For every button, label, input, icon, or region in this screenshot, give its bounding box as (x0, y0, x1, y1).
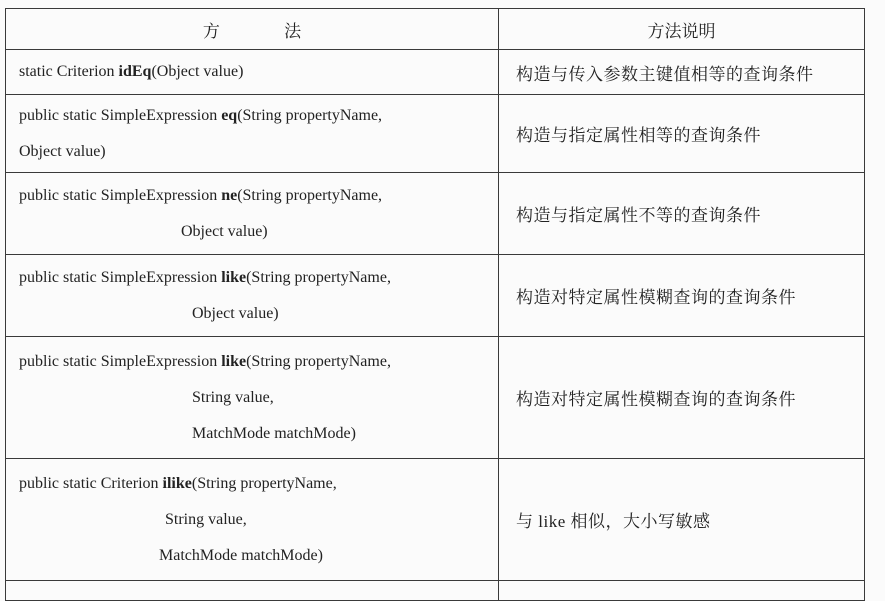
method-signature: public static SimpleExpression eq(String propertyName, Object value) (6, 95, 499, 173)
header-method: 方 法 (6, 9, 499, 50)
method-name: like (221, 352, 247, 370)
method-signature: public static SimpleExpression like(String propertyName, String value, MatchMode matchMode) (6, 337, 499, 459)
method-name: eq (221, 106, 238, 124)
table-row (6, 50, 865, 95)
table-row (6, 337, 865, 459)
header-description: 方法说明 (499, 9, 865, 50)
method-name: ilike (162, 474, 192, 492)
method-description: 构造与传入参数主键值相等的查询条件 (499, 50, 865, 95)
method-description: 与 like 相似，大小写敏感 (499, 459, 865, 581)
method-description: 构造与指定属性不等的查询条件 (499, 173, 865, 255)
method-signature: public static Criterion ilike(String propertyName, String value, MatchMode matchMode) (6, 459, 499, 581)
method-description: 构造对特定属性模糊查询的查询条件 (499, 337, 865, 459)
header-row (6, 9, 865, 50)
table-row (6, 173, 865, 255)
method-signature: public static SimpleExpression like(String propertyName, Object value) (6, 255, 499, 337)
table-row (6, 255, 865, 337)
method-signature: static Criterion idEq(Object value) (6, 50, 499, 95)
method-description: 构造与指定属性相等的查询条件 (499, 95, 865, 173)
method-signature: public static SimpleExpression ne(String propertyName, Object value) (6, 173, 499, 255)
method-name: idEq (118, 63, 152, 80)
method-name: ne (221, 186, 238, 204)
table-row (6, 95, 865, 173)
method-description: 构造对特定属性模糊查询的查询条件 (499, 255, 865, 337)
methods-table (5, 8, 865, 601)
table-row (6, 459, 865, 581)
method-name: like (221, 268, 247, 286)
